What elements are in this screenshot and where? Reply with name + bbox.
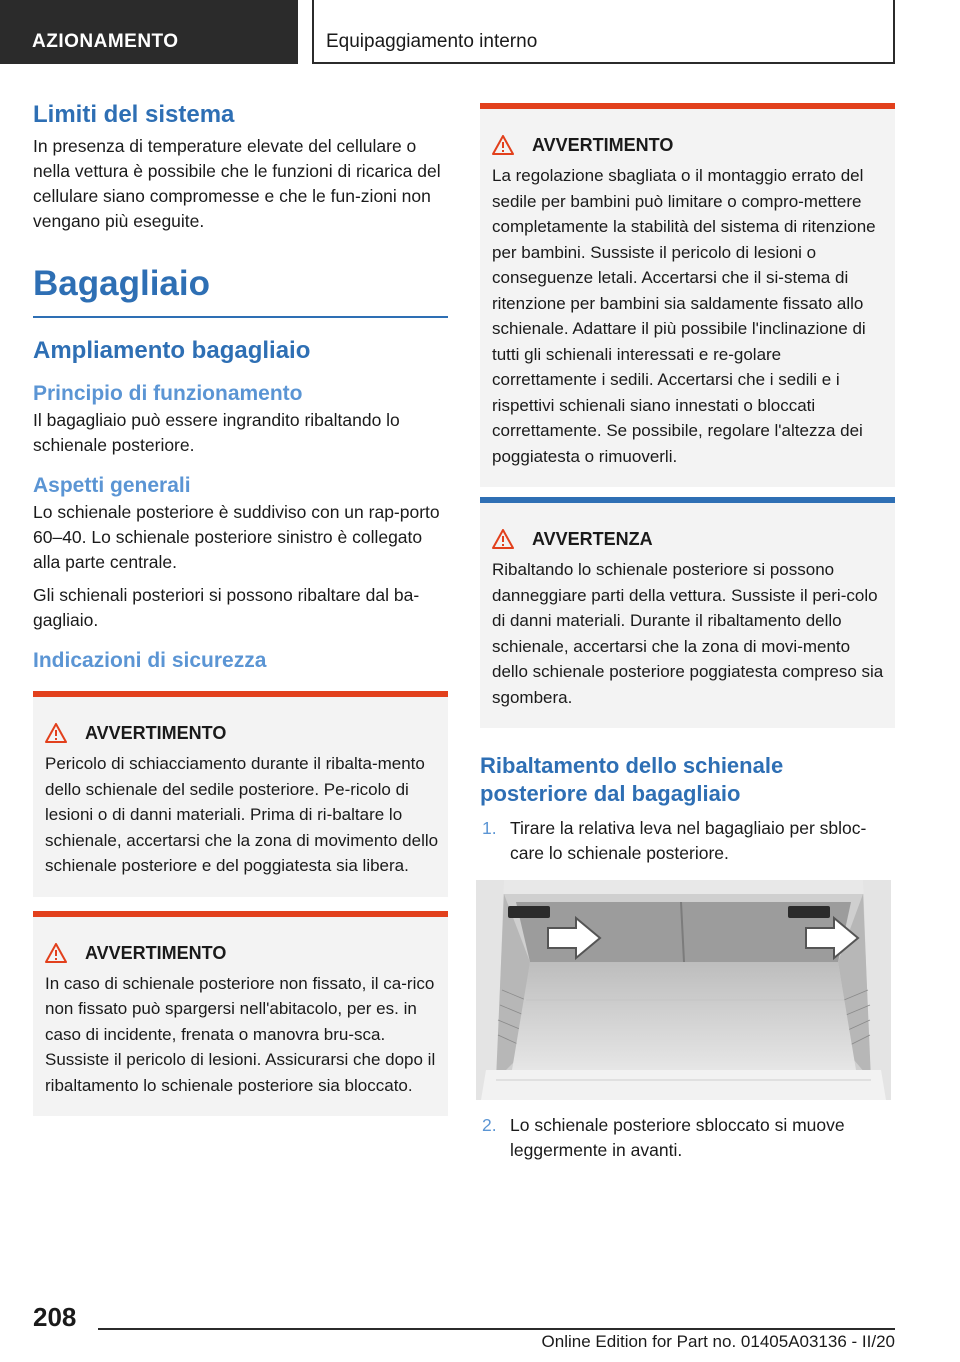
step-1: [480, 816, 895, 866]
footer-rule: [98, 1328, 895, 1330]
warning-title-2: [41, 941, 440, 965]
notice-title-text: AVVERTENZA: [532, 529, 653, 549]
warning-box-3: [480, 103, 895, 487]
notice-text: Ribaltando lo schienale posteriore si possono danneggiare parti della vettura. Sussiste il peri-colo di danni materiali. Durante il ribaltamento dello schienale, accertarsi che la zona di movi-mento dello schienale posteriore poggiatesta compreso sia sgombera.: [492, 560, 884, 707]
step-number-1: 1.: [482, 818, 497, 838]
warning-text-1: Pericolo di schiacciamento durante il ribalta-mento dello schienale del sedile posteriore. Pe-ricolo di lesioni o di danni materiali. Prima di ri-baltare lo schienale, accertarsi che la zona di movimento dello schienale posteriore e del poggiatesta sia libera.: [45, 754, 439, 875]
chapter-rule: [33, 316, 448, 318]
warning-box-2: [33, 911, 448, 1117]
warning-text-3: La regolazione sbagliata o il montaggio errato del sedile per bambini può limitare o compro-mettere completamente la stabilità del sistema di ritenzione per bambini. Sussiste il pericolo di lesioni o conseguenze letali. Accertarsi che il si-stema di ritenzione per bambini sia saldamente fissato allo schienale. Adattare il più possibile l'inclinazione di tutti gli schienali interessati e re-golare correttamente i sedili. Accertarsi che i sedili e i rispettivi schienali siano innestati o bloccati correttamente. Se possibile, regolare l'altezza dei poggiatesta o rimuoverli.: [492, 166, 876, 466]
chapter-heading: Bagagliaio: [33, 264, 210, 303]
warning-title-text-1: AVVERTIMENTO: [85, 723, 227, 743]
step-number-2: 2.: [482, 1115, 497, 1135]
warning-title-text-3: AVVERTIMENTO: [532, 135, 674, 155]
warning-triangle-icon: [492, 135, 514, 155]
footer-edition: Online Edition for Part no. 01405A03136 - II/20: [541, 1332, 895, 1351]
aspetti-paragraph-2: Gli schienali posteriori si possono ribaltare dal ba-gagliaio.: [33, 585, 420, 630]
trunk-drawing: [476, 880, 891, 1100]
page-number: 208: [33, 1302, 77, 1332]
warning-title-3: [488, 133, 887, 157]
principio-paragraph: Il bagagliaio può essere ingrandito ribaltando lo schienale posteriore.: [33, 410, 400, 455]
subsection-header: Equipaggiamento interno: [312, 0, 895, 64]
section-heading: Ampliamento bagagliaio: [33, 337, 311, 364]
right-column: [480, 103, 895, 866]
left-column: [33, 100, 448, 1116]
step-text-2: Lo schienale posteriore sbloccato si muove leggermente in avanti.: [510, 1115, 845, 1160]
warning-title-1: [41, 721, 440, 745]
aspetti-paragraph-1: Lo schienale posteriore è suddiviso con un rap-porto 60–40. Lo schienale posteriore sinistro è collegato alla parte centrale.: [33, 502, 440, 572]
limiti-heading: Limiti del sistema: [33, 101, 235, 128]
notice-box: [480, 497, 895, 728]
principio-heading: Principio di funzionamento: [33, 382, 303, 405]
warning-triangle-icon: [45, 723, 67, 743]
warning-triangle-icon: [492, 529, 514, 549]
section-tab: AZIONAMENTO: [0, 0, 298, 64]
warning-text-2: In caso di schienale posteriore non fissato, il ca-rico non fissato può spargersi nell'abitacolo, per es. in caso di incidente, frenata o manovra bru-sca. Sussiste il pericolo di lesioni. Assicurarsi che dopo il ribaltamento lo schienale posteriore sia bloccato.: [45, 973, 436, 1095]
ribaltamento-heading: Ribaltamento dello schienale posteriore dal bagagliaio: [480, 753, 784, 806]
trunk-illustration: [476, 880, 891, 1100]
step-2: [480, 1113, 895, 1163]
warning-box-1: [33, 691, 448, 897]
aspetti-heading: Aspetti generali: [33, 474, 191, 497]
sicurezza-heading: Indicazioni di sicurezza: [33, 649, 267, 672]
warning-triangle-icon: [45, 943, 67, 963]
notice-title: [488, 527, 887, 551]
warning-title-text-2: AVVERTIMENTO: [85, 942, 227, 963]
step-text-1: Tirare la relativa leva nel bagagliaio per sbloc-care lo schienale posteriore.: [510, 818, 867, 863]
limiti-paragraph: In presenza di temperature elevate del cellulare o nella vettura è possibile che le funzioni di ricarica del cellulare siano compromesse e che le fun-zioni non vengano più eseguite.: [33, 136, 441, 231]
